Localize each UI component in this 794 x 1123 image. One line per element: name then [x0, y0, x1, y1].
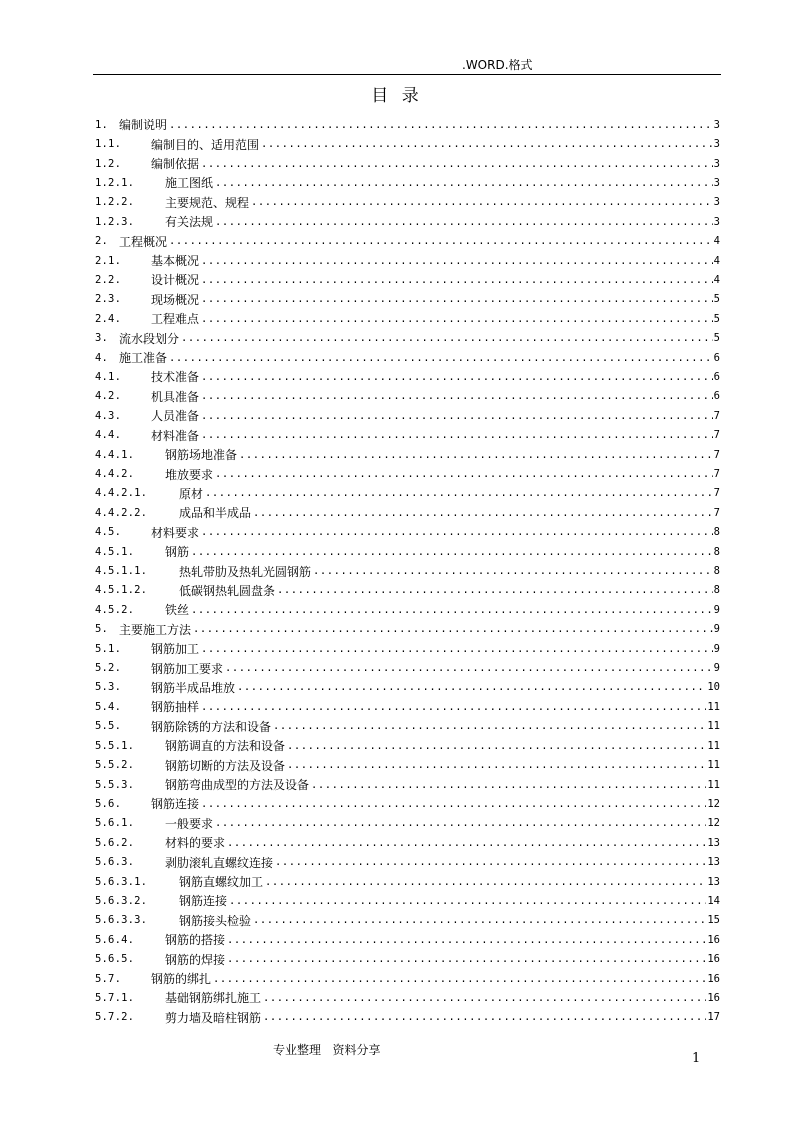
toc-dot-leader — [311, 779, 706, 791]
toc-entry-number: 5.6.4. — [95, 933, 135, 946]
toc-entry-number: 4.5.1.1. — [95, 565, 148, 578]
toc-dot-leader — [205, 487, 713, 499]
toc-entry[interactable] — [95, 328, 720, 347]
toc-entry-number: 1.2.1. — [95, 176, 135, 189]
toc-entry-page: 11 — [707, 700, 720, 713]
toc-entry-number: 5.6.3.1. — [95, 875, 148, 888]
toc-entry-number: 4.5.1.2. — [95, 584, 148, 597]
toc-entry-number: 4.5.1. — [95, 545, 135, 558]
toc-entry-title: 材料准备 — [151, 428, 200, 443]
toc-entry-title: 钢筋连接 — [179, 894, 228, 909]
toc-entry-page: 14 — [707, 894, 720, 907]
toc-dot-leader — [201, 643, 713, 655]
toc-dot-leader — [191, 546, 713, 558]
toc-entry[interactable] — [95, 309, 720, 328]
toc-entry-number: 5.6.1. — [95, 817, 135, 830]
toc-entry-number: 5.1. — [95, 642, 122, 655]
toc-entry-number: 2. — [95, 235, 109, 248]
toc-entry-page: 11 — [707, 720, 720, 733]
toc-entry-page: 8 — [713, 545, 720, 558]
toc-entry[interactable] — [95, 134, 720, 153]
toc-entry-number: 4.4. — [95, 429, 122, 442]
toc-entry-page: 8 — [713, 526, 720, 539]
toc-dot-leader — [193, 623, 713, 635]
toc-entry-number: 2.2. — [95, 273, 122, 286]
toc-entry-title: 钢筋调直的方法和设备 — [165, 739, 286, 754]
toc-entry-title: 钢筋直螺纹加工 — [179, 875, 264, 890]
toc-entry-number: 2.1. — [95, 254, 122, 267]
toc-entry-number: 4.4.2.2. — [95, 506, 148, 519]
toc-entry-page: 9 — [713, 603, 720, 616]
toc-entry-title: 剥肋滚轧直螺纹连接 — [165, 855, 274, 870]
toc-entry-page: 8 — [713, 584, 720, 597]
toc-entry-page: 6 — [713, 390, 720, 403]
toc-entry-page: 16 — [707, 933, 720, 946]
toc-dot-leader — [191, 604, 713, 616]
toc-entry-number: 5.7.2. — [95, 1011, 135, 1024]
toc-entry[interactable] — [95, 290, 720, 309]
toc-entry-page: 13 — [707, 836, 720, 849]
toc-entry-title: 流水段划分 — [119, 331, 180, 346]
toc-entry[interactable] — [95, 464, 720, 483]
toc-entry-title: 钢筋连接 — [151, 797, 200, 812]
toc-dot-leader — [237, 681, 706, 693]
page-number: 1 — [692, 1051, 701, 1066]
toc-entry-title: 技术准备 — [151, 370, 200, 385]
toc-dot-leader — [215, 177, 713, 189]
toc-entry-page: 13 — [707, 856, 720, 869]
toc-entry-title: 主要规范、规程 — [165, 195, 250, 210]
toc-entry-title: 成品和半成品 — [179, 506, 252, 521]
toc-entry-page: 3 — [713, 196, 720, 209]
toc-entry[interactable] — [95, 542, 720, 561]
toc-entry[interactable] — [95, 270, 720, 289]
toc-entry[interactable] — [95, 697, 720, 716]
toc-entry-page: 7 — [713, 487, 720, 500]
toc-entry-number: 5.5.1. — [95, 739, 135, 752]
header-rule — [93, 74, 721, 75]
toc-dot-leader — [201, 371, 713, 383]
toc-entry[interactable] — [95, 969, 720, 988]
toc-entry[interactable] — [95, 755, 720, 774]
toc-entry[interactable] — [95, 717, 720, 736]
toc-entry-page: 13 — [707, 875, 720, 888]
toc-entry-number: 1.2.2. — [95, 196, 135, 209]
toc-dot-leader — [201, 293, 713, 305]
toc-entry[interactable] — [95, 872, 720, 891]
toc-entry-title: 编制依据 — [151, 157, 200, 172]
toc-entry-number: 5.6.3.2. — [95, 894, 148, 907]
toc-dot-leader — [201, 313, 713, 325]
toc-entry-title: 工程难点 — [151, 312, 200, 327]
toc-dot-leader — [225, 662, 713, 674]
toc-entry[interactable] — [95, 251, 720, 270]
toc-entry-page: 16 — [707, 991, 720, 1004]
toc-entry-number: 5.6. — [95, 797, 122, 810]
toc-entry-title: 钢筋抽样 — [151, 700, 200, 715]
toc-entry[interactable] — [95, 445, 720, 464]
toc-entry-number: 2.3. — [95, 293, 122, 306]
toc-dot-leader — [169, 235, 713, 247]
toc-entry-page: 10 — [707, 681, 720, 694]
toc-entry-number: 5.2. — [95, 662, 122, 675]
toc-entry[interactable] — [95, 852, 720, 871]
toc-dot-leader — [261, 138, 713, 150]
toc-entry-title: 热轧带肋及热轧光圆钢筋 — [179, 564, 312, 579]
toc-entry-number: 5. — [95, 623, 109, 636]
toc-entry-page: 9 — [713, 623, 720, 636]
toc-entry-title: 钢筋弯曲成型的方法及设备 — [165, 778, 310, 793]
toc-entry[interactable] — [95, 600, 720, 619]
toc-entry-title: 有关法规 — [165, 215, 214, 230]
toc-entry-title: 铁丝 — [165, 603, 190, 618]
toc-dot-leader — [213, 973, 706, 985]
toc-dot-leader — [263, 1011, 706, 1023]
toc-entry-number: 5.7. — [95, 972, 122, 985]
toc-entry[interactable] — [95, 193, 720, 212]
toc-dot-leader — [273, 720, 706, 732]
toc-entry-title: 钢筋加工 — [151, 642, 200, 657]
toc-entry-page: 3 — [713, 138, 720, 151]
toc-entry-title: 堆放要求 — [165, 467, 214, 482]
toc-entry-number: 4.1. — [95, 370, 122, 383]
toc-entry-page: 16 — [707, 953, 720, 966]
toc-entry-number: 4.5. — [95, 526, 122, 539]
toc-dot-leader — [181, 332, 713, 344]
toc-entry-page: 3 — [713, 215, 720, 228]
toc-entry-page: 7 — [713, 468, 720, 481]
toc-dot-leader — [227, 934, 706, 946]
toc-entry-title: 材料的要求 — [165, 836, 226, 851]
toc-dot-leader — [201, 274, 713, 286]
toc-entry-page: 5 — [713, 293, 720, 306]
toc-dot-leader — [227, 953, 706, 965]
toc-dot-leader — [201, 255, 713, 267]
toc-dot-leader — [215, 468, 713, 480]
toc-entry-title: 施工图纸 — [165, 176, 214, 191]
toc-entry[interactable] — [95, 833, 720, 852]
toc-entry[interactable] — [95, 891, 720, 910]
toc-entry[interactable] — [95, 561, 720, 580]
toc-entry-number: 1.1. — [95, 138, 122, 151]
toc-entry[interactable] — [95, 115, 720, 134]
toc-entry-page: 11 — [707, 778, 720, 791]
toc-entry[interactable] — [95, 231, 720, 250]
toc-dot-leader — [227, 837, 706, 849]
toc-entry-title: 钢筋除锈的方法和设备 — [151, 719, 272, 734]
toc-entry-page: 7 — [713, 429, 720, 442]
toc-entry-title: 机具准备 — [151, 389, 200, 404]
toc-entry-title: 主要施工方法 — [119, 622, 192, 637]
toc-entry[interactable] — [95, 620, 720, 639]
toc-entry[interactable] — [95, 173, 720, 192]
toc-entry-page: 5 — [713, 332, 720, 345]
toc-entry-page: 15 — [707, 914, 720, 927]
toc-entry-page: 11 — [707, 739, 720, 752]
toc-entry-title: 基础钢筋绑扎施工 — [165, 991, 262, 1006]
toc-entry-number: 3. — [95, 332, 109, 345]
toc-entry-title: 钢筋 — [165, 545, 190, 560]
toc-entry-number: 5.6.3. — [95, 856, 135, 869]
toc-dot-leader — [265, 876, 706, 888]
toc-entry-page: 3 — [713, 176, 720, 189]
toc-entry-page: 11 — [707, 759, 720, 772]
toc-entry-title: 钢筋的搭接 — [165, 933, 226, 948]
toc-entry-page: 7 — [713, 448, 720, 461]
toc-entry[interactable] — [95, 988, 720, 1007]
toc-entry[interactable] — [95, 949, 720, 968]
toc-entry[interactable] — [95, 154, 720, 173]
toc-dot-leader — [251, 196, 713, 208]
toc-entry-number: 5.4. — [95, 700, 122, 713]
toc-entry[interactable] — [95, 387, 720, 406]
toc-dot-leader — [201, 158, 713, 170]
toc-entry-number: 5.7.1. — [95, 991, 135, 1004]
toc-dot-leader — [201, 390, 713, 402]
toc-entry-title: 低碳钢热轧圆盘条 — [179, 583, 276, 598]
toc-entry-number: 1. — [95, 118, 109, 131]
toc-entry-number: 5.6.2. — [95, 836, 135, 849]
toc-entry-page: 9 — [713, 662, 720, 675]
toc-entry-number: 5.5.3. — [95, 778, 135, 791]
toc-dot-leader — [201, 429, 713, 441]
toc-entry[interactable] — [95, 930, 720, 949]
toc-entry-page: 4 — [713, 273, 720, 286]
toc-entry-page: 16 — [707, 972, 720, 985]
toc-entry-page: 3 — [713, 118, 720, 131]
table-of-contents — [95, 115, 720, 1027]
toc-entry-number: 1.2.3. — [95, 215, 135, 228]
toc-entry-number: 4.4.1. — [95, 448, 135, 461]
toc-dot-leader — [287, 740, 706, 752]
toc-entry-title: 现场概况 — [151, 292, 200, 307]
toc-dot-leader — [253, 914, 706, 926]
toc-entry-page: 9 — [713, 642, 720, 655]
toc-entry-number: 4. — [95, 351, 109, 364]
toc-entry[interactable] — [95, 678, 720, 697]
toc-entry[interactable] — [95, 348, 720, 367]
toc-entry[interactable] — [95, 581, 720, 600]
toc-entry[interactable] — [95, 639, 720, 658]
toc-entry-number: 5.5.2. — [95, 759, 135, 772]
toc-entry[interactable] — [95, 736, 720, 755]
toc-entry-number: 2.4. — [95, 312, 122, 325]
toc-entry-number: 4.4.2.1. — [95, 487, 148, 500]
toc-entry-title: 人员准备 — [151, 409, 200, 424]
toc-entry-title: 基本概况 — [151, 254, 200, 269]
toc-entry-title: 剪力墙及暗柱钢筋 — [165, 1010, 262, 1025]
toc-entry-page: 7 — [713, 409, 720, 422]
toc-entry-title: 编制说明 — [119, 118, 168, 133]
toc-entry-number: 1.2. — [95, 157, 122, 170]
toc-entry-number: 4.2. — [95, 390, 122, 403]
toc-entry[interactable] — [95, 503, 720, 522]
toc-entry[interactable] — [95, 484, 720, 503]
toc-entry-title: 钢筋的焊接 — [165, 952, 226, 967]
toc-dot-leader — [253, 507, 713, 519]
toc-entry-title: 原材 — [179, 486, 204, 501]
toc-entry-number: 4.3. — [95, 409, 122, 422]
toc-dot-leader — [215, 216, 713, 228]
toc-entry-page: 17 — [707, 1011, 720, 1024]
toc-entry[interactable] — [95, 426, 720, 445]
toc-dot-leader — [277, 584, 713, 596]
toc-dot-leader — [201, 798, 706, 810]
toc-entry-page: 5 — [713, 312, 720, 325]
toc-dot-leader — [313, 565, 713, 577]
toc-dot-leader — [201, 526, 713, 538]
toc-entry[interactable] — [95, 406, 720, 425]
toc-entry-number: 5.6.5. — [95, 953, 135, 966]
toc-entry-page: 12 — [707, 797, 720, 810]
toc-entry-page: 7 — [713, 506, 720, 519]
toc-entry-title: 钢筋半成品堆放 — [151, 680, 236, 695]
toc-dot-leader — [275, 856, 706, 868]
toc-entry[interactable] — [95, 212, 720, 231]
toc-entry-page: 6 — [713, 351, 720, 364]
toc-entry-page: 4 — [713, 254, 720, 267]
toc-entry-title: 材料要求 — [151, 525, 200, 540]
toc-entry-page: 12 — [707, 817, 720, 830]
toc-dot-leader — [169, 119, 713, 131]
toc-dot-leader — [201, 701, 706, 713]
toc-entry[interactable] — [95, 367, 720, 386]
toc-entry-title: 工程概况 — [119, 234, 168, 249]
toc-entry-title: 钢筋场地准备 — [165, 448, 238, 463]
toc-entry-title: 一般要求 — [165, 816, 214, 831]
toc-dot-leader — [215, 817, 706, 829]
toc-entry-number: 5.6.3.3. — [95, 914, 148, 927]
toc-dot-leader — [229, 895, 706, 907]
toc-entry-number: 4.4.2. — [95, 468, 135, 481]
toc-entry-title: 钢筋切断的方法及设备 — [165, 758, 286, 773]
toc-entry-title: 编制目的、适用范围 — [151, 137, 260, 152]
toc-dot-leader — [169, 352, 713, 364]
toc-entry-number: 5.3. — [95, 681, 122, 694]
page-title: 目 录 — [371, 86, 423, 106]
toc-entry-title: 设计概况 — [151, 273, 200, 288]
toc-entry[interactable] — [95, 814, 720, 833]
toc-dot-leader — [263, 992, 706, 1004]
toc-entry-title: 施工准备 — [119, 351, 168, 366]
toc-entry[interactable] — [95, 911, 720, 930]
toc-entry-title: 钢筋接头检验 — [179, 913, 252, 928]
toc-entry-number: 5.5. — [95, 720, 122, 733]
toc-entry[interactable] — [95, 658, 720, 677]
toc-entry-title: 钢筋加工要求 — [151, 661, 224, 676]
footer-text: 专业整理 资料分享 — [273, 1043, 381, 1057]
toc-entry-title: 钢筋的绑扎 — [151, 972, 212, 987]
toc-dot-leader — [287, 759, 706, 771]
header-text: .WORD.格式 — [462, 58, 533, 72]
toc-entry[interactable] — [95, 775, 720, 794]
toc-entry[interactable] — [95, 1008, 720, 1027]
toc-dot-leader — [201, 410, 713, 422]
toc-entry[interactable] — [95, 794, 720, 813]
toc-entry-number: 4.5.2. — [95, 603, 135, 616]
toc-entry-page: 4 — [713, 235, 720, 248]
toc-entry-page: 3 — [713, 157, 720, 170]
toc-entry[interactable] — [95, 523, 720, 542]
toc-dot-leader — [239, 449, 713, 461]
toc-entry-page: 8 — [713, 565, 720, 578]
toc-entry-page: 6 — [713, 370, 720, 383]
